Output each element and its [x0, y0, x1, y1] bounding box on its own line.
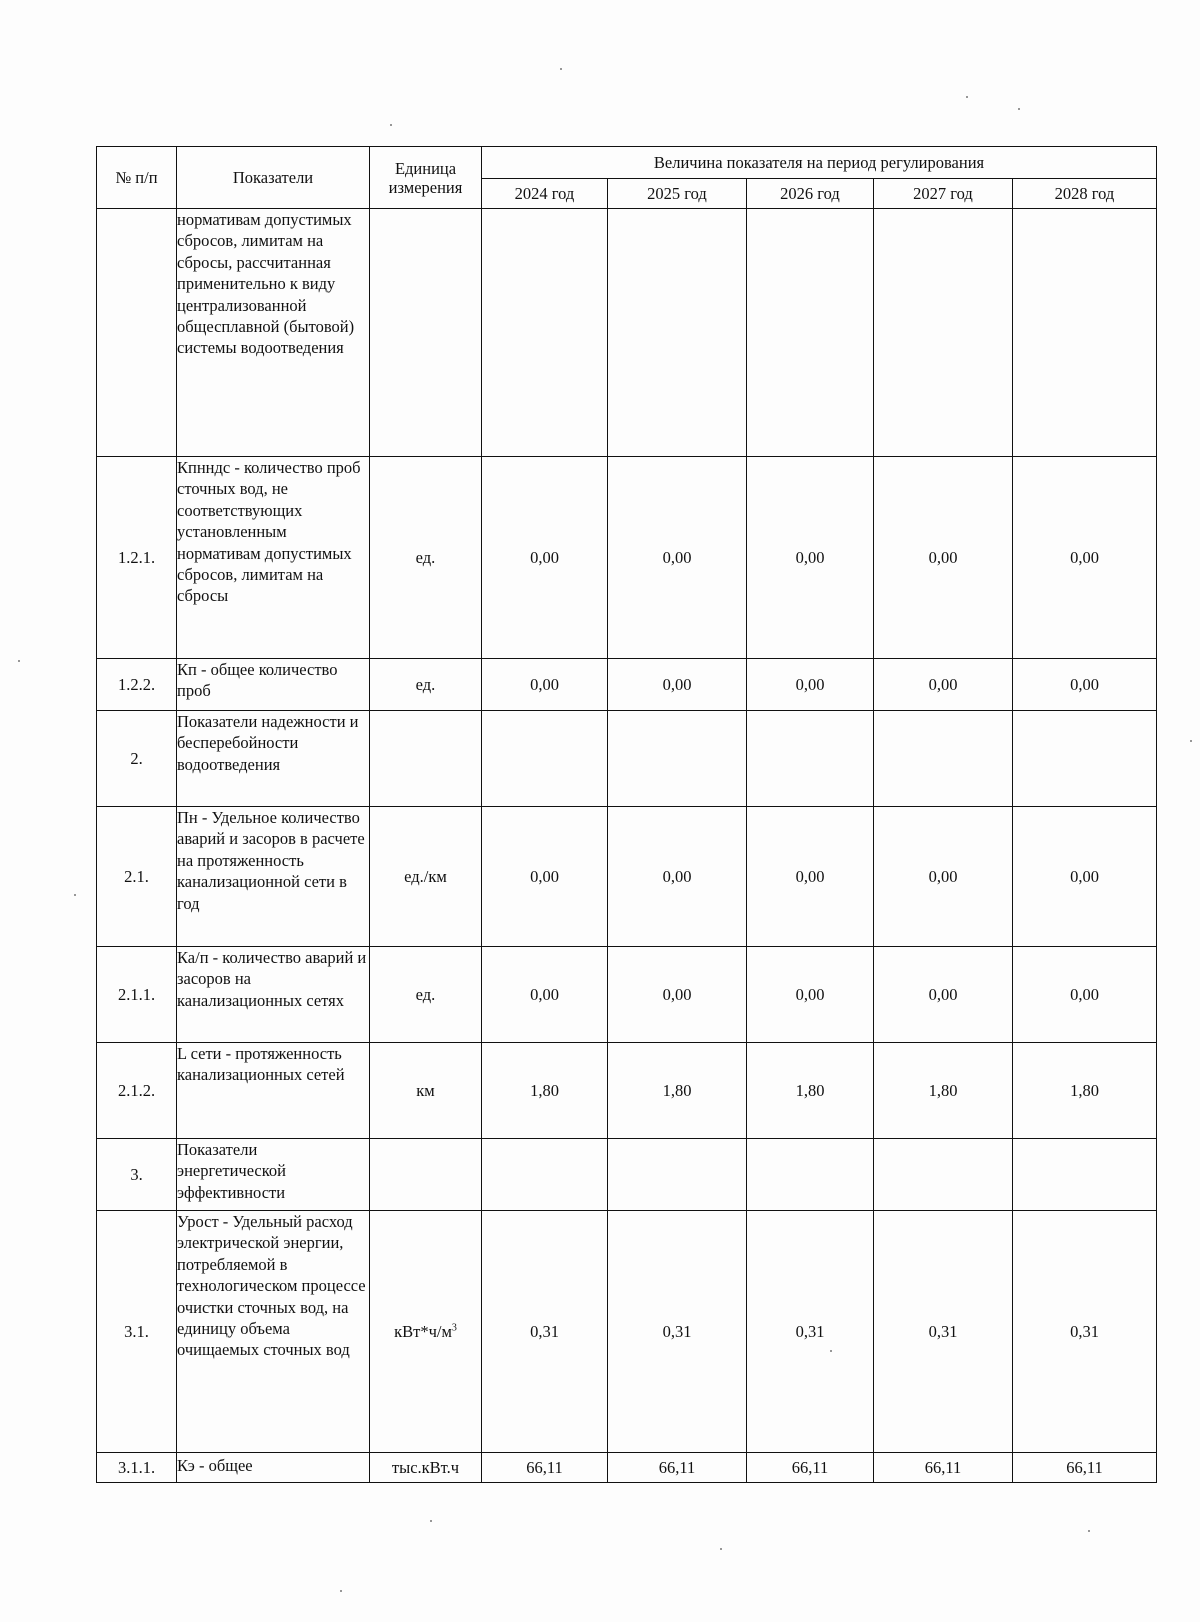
row-value: 0,00: [608, 807, 747, 947]
row-number: 2.1.: [97, 807, 177, 947]
unit-superscript: 3: [451, 1322, 457, 1333]
row-number: 1.2.1.: [97, 457, 177, 659]
scan-speck: [1190, 740, 1192, 742]
row-value: 0,00: [482, 807, 608, 947]
row-unit: [370, 711, 482, 807]
row-value: 0,00: [608, 659, 747, 711]
row-value: 0,00: [482, 659, 608, 711]
header-year: 2026 год: [747, 179, 874, 209]
header-indicators: Показатели: [177, 147, 370, 209]
row-value: 0,00: [1013, 807, 1157, 947]
row-value: [747, 1139, 874, 1211]
table-row: [97, 1139, 1157, 1211]
scan-speck: [430, 1520, 432, 1522]
row-unit: ед./км: [370, 807, 482, 947]
row-value: 0,00: [1013, 457, 1157, 659]
header-year: 2027 год: [874, 179, 1013, 209]
row-value: [608, 209, 747, 457]
table-row: [97, 807, 1157, 947]
row-number: 3.1.: [97, 1211, 177, 1453]
table-row: [97, 711, 1157, 807]
scan-speck: [1088, 1530, 1090, 1532]
row-value: [608, 1139, 747, 1211]
row-value: 66,11: [1013, 1453, 1157, 1483]
row-indicator: Пн - Удельное количество аварий и засоров в расчете на протяженность канализационной сети в год: [177, 807, 370, 947]
row-unit: ед.: [370, 457, 482, 659]
table-row: [97, 457, 1157, 659]
row-value: 0,00: [874, 659, 1013, 711]
row-value: 0,31: [608, 1211, 747, 1453]
row-number: 2.1.2.: [97, 1043, 177, 1139]
row-value: 1,80: [1013, 1043, 1157, 1139]
scan-speck: [966, 96, 968, 98]
indicators-table: [96, 146, 1157, 1483]
row-value: 1,80: [874, 1043, 1013, 1139]
row-value: [608, 711, 747, 807]
row-indicator: Кпнндс - количество проб сточных вод, не соответствующих установленным нормативам допустимых сбросов, лимитам на сбросы: [177, 457, 370, 659]
row-value: 0,00: [747, 947, 874, 1043]
row-indicator: Показатели энергетической эффективности: [177, 1139, 370, 1211]
table-row: [97, 1211, 1157, 1453]
row-unit: [370, 209, 482, 457]
row-indicator: Показатели надежности и бесперебойности водоотведения: [177, 711, 370, 807]
row-value: 0,00: [482, 457, 608, 659]
row-value: 0,00: [1013, 659, 1157, 711]
row-unit: [370, 1211, 482, 1453]
row-unit: тыс.кВт.ч: [370, 1453, 482, 1483]
row-number: 3.: [97, 1139, 177, 1211]
row-value: 0,31: [747, 1211, 874, 1453]
row-value: 0,00: [874, 947, 1013, 1043]
scan-speck: [390, 124, 392, 126]
row-value: 0,00: [608, 457, 747, 659]
row-value: [482, 1139, 608, 1211]
table-row: [97, 947, 1157, 1043]
row-number: 2.: [97, 711, 177, 807]
table-row: [97, 659, 1157, 711]
scan-speck: [340, 1590, 342, 1592]
row-value: [874, 711, 1013, 807]
header-year: 2028 год: [1013, 179, 1157, 209]
row-value: 66,11: [747, 1453, 874, 1483]
header-year: 2024 год: [482, 179, 608, 209]
scan-speck: [560, 68, 562, 70]
row-value: 0,00: [874, 807, 1013, 947]
table-row: [97, 1453, 1157, 1483]
row-value: 1,80: [482, 1043, 608, 1139]
row-value: [874, 1139, 1013, 1211]
row-value: [747, 209, 874, 457]
row-value: 0,31: [482, 1211, 608, 1453]
row-indicator: Ка/п - количество аварий и засоров на канализационных сетях: [177, 947, 370, 1043]
row-value: 0,00: [747, 457, 874, 659]
row-indicator: Кп - общее количество проб: [177, 659, 370, 711]
row-value: 0,00: [1013, 947, 1157, 1043]
row-unit: ед.: [370, 659, 482, 711]
row-value: 0,31: [874, 1211, 1013, 1453]
table-row: [97, 1043, 1157, 1139]
scan-speck: [74, 894, 76, 896]
row-value: [874, 209, 1013, 457]
header-period: Величина показателя на период регулирования: [482, 147, 1157, 179]
row-value: 0,31: [1013, 1211, 1157, 1453]
row-value: 0,00: [747, 659, 874, 711]
header-unit: Единица измерения: [370, 147, 482, 209]
row-value: 0,00: [874, 457, 1013, 659]
row-indicator: Урост - Удельный расход электрической энергии, потребляемой в технологическом процессе очистки сточных вод, на единицу объема очищаемых сточных вод: [177, 1211, 370, 1453]
row-value: [1013, 711, 1157, 807]
row-value: 1,80: [608, 1043, 747, 1139]
row-indicator: L сети - протяженность канализационных сетей: [177, 1043, 370, 1139]
row-number: 3.1.1.: [97, 1453, 177, 1483]
row-indicator: нормативам допустимых сбросов, лимитам на сбросы, рассчитанная применительно к виду централизованной общесплавной (бытовой) системы водоотведения: [177, 209, 370, 457]
row-value: [1013, 1139, 1157, 1211]
row-number: 2.1.1.: [97, 947, 177, 1043]
row-value: [747, 711, 874, 807]
row-indicator: Кэ - общее: [177, 1453, 370, 1483]
table-row: [97, 209, 1157, 457]
row-value: 1,80: [747, 1043, 874, 1139]
row-unit: ед.: [370, 947, 482, 1043]
header-number: № п/п: [97, 147, 177, 209]
row-value: 0,00: [747, 807, 874, 947]
scan-speck: [720, 1548, 722, 1550]
row-value: 66,11: [608, 1453, 747, 1483]
header-year: 2025 год: [608, 179, 747, 209]
row-number: [97, 209, 177, 457]
row-value: 66,11: [874, 1453, 1013, 1483]
unit-text: кВт*ч/м: [394, 1321, 452, 1341]
row-unit: [370, 1139, 482, 1211]
row-value: 0,00: [482, 947, 608, 1043]
scan-speck: [18, 660, 20, 662]
row-value: [482, 209, 608, 457]
row-value: 0,00: [608, 947, 747, 1043]
scan-speck: [1018, 108, 1020, 110]
row-value: [1013, 209, 1157, 457]
row-value: 66,11: [482, 1453, 608, 1483]
row-unit: км: [370, 1043, 482, 1139]
row-number: 1.2.2.: [97, 659, 177, 711]
row-value: [482, 711, 608, 807]
